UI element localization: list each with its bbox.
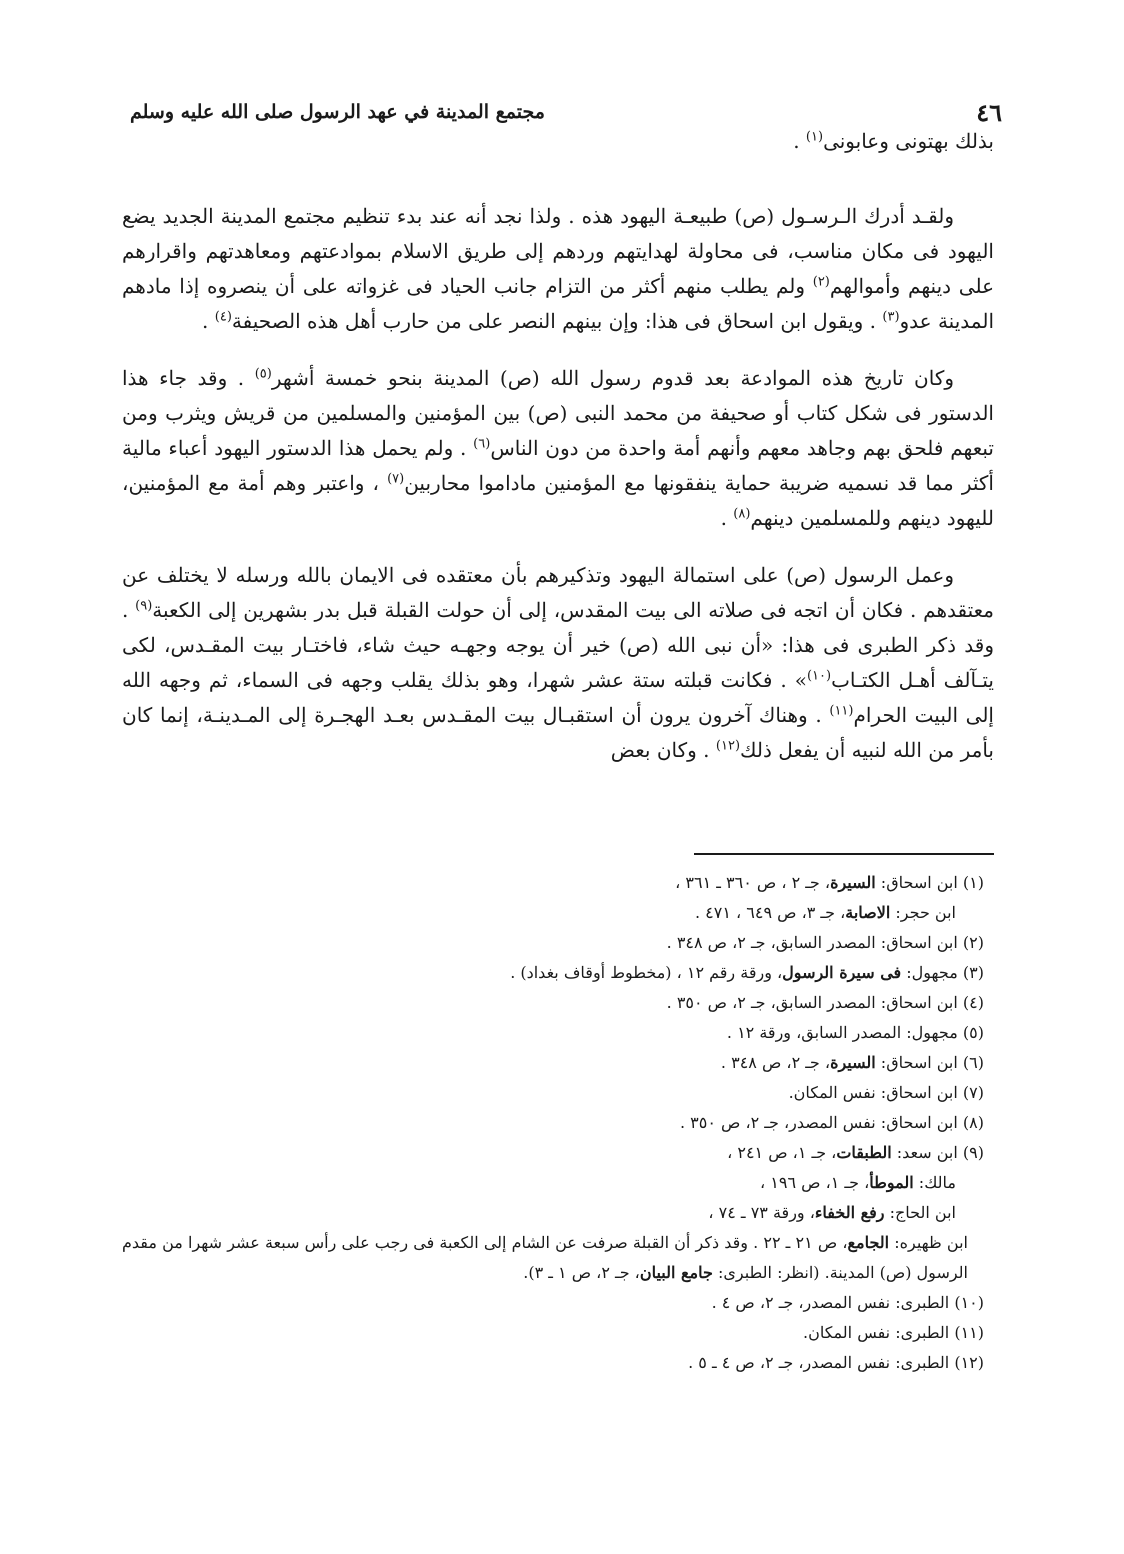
text-run: ولقـد أدرك الـرسـول (ص) طبيعـة اليهود هذه . ولذا نجد أنه عند بدء تنظيم مجتمع المدينة الجديد يضع اليهود فى مكان مناسب، فى محاولة لهدايتهم وردهم إلى طريق الاسلام بموادعتهم ومعاهدتهم واقرارهم على دينهم وأموالهم (122, 204, 995, 298)
text-run: . (793, 129, 806, 153)
text-run: . وقد جاء هذا الدستور فى شكل كتاب أو صحيفة من محمد النبى (ص) بين المؤمنين والمسلمين من قريش ويثرب ومن تبعهم فلحق بهم وجاهد معهم وأنهم أمة واحدة من دون الناس (122, 366, 994, 460)
fn-text: ، جـ ١، ص ٢٤١ ، (727, 1143, 837, 1162)
text-run: . (202, 309, 215, 333)
running-title: مجتمع المدينة في عهد الرسول صلى الله عليه وسلم (130, 101, 545, 123)
footnote-ref: (٥) (254, 366, 272, 382)
footnote-ref: (١) (805, 129, 824, 145)
fn-text: ، جـ ٣، ص ٦٤٩ ، ٤٧١ . (694, 903, 846, 922)
fn-text: ، ورقة رقم ١٢ ، (مخطوط أوقاف بغداد) . (510, 963, 783, 982)
fn-text: ابن ظهيره: (889, 1233, 969, 1252)
fn-source-title: السيرة (830, 873, 876, 892)
fn-source-title: رفع الخفاء (814, 1203, 885, 1222)
footnote-4: (٤) ابن اسحاق: المصدر السابق، جـ ٢، ص ٣٥٠ . (666, 993, 984, 1012)
paragraph-1 (122, 124, 994, 159)
fn-text: ابن حجر: (890, 903, 956, 922)
footnote-ref: (٣) (882, 309, 900, 325)
footnote-1 (122, 868, 984, 898)
footnote-11: (١١) الطبرى: نفس المكان. (802, 1323, 984, 1342)
fn-text: (٦) ابن اسحاق: (875, 1053, 984, 1072)
fn-source-title: فى سيرة الرسول (782, 963, 902, 982)
footnote-9-cont-3 (122, 1228, 996, 1288)
text-run: » . فكانت قبلته ستة عشر شهرا، وهو بذلك يقلب وجهه فى السماء، ثم وجهه الله إلى البيت الحرام (122, 668, 994, 727)
footnote-3 (122, 958, 984, 988)
text-run: ولم يطلب منهم أكثر من التزام جانب الحياد فى غزواته على أن ينصروه إذا مادهم المدينة عدو (122, 274, 994, 333)
text-run: . (720, 506, 734, 530)
fn-text: ، ص ٢١ ـ ٢٢ . وقد ذكر أن القبلة صرفت عن الشام إلى الكعبة فى رجب على رأس سبعة عشر شهرا من مقدم الرسول (ص) المدينة. (انظر: الطبرى: (122, 1233, 968, 1282)
fn-text: ، جـ ١، ص ١٩٦ ، (760, 1173, 870, 1192)
fn-source-title: الجامع (847, 1233, 890, 1252)
text-run: . ولم يحمل هذا الدستور اليهود أعباء مالية أكثر مما قد نسميه ضريبة حماية ينفقونها مع المؤمنين ماداموا محاربين (122, 436, 994, 495)
page-number: ٤٦ (976, 97, 1002, 127)
footnote-9 (122, 1138, 984, 1168)
text-run: . وقد ذكر الطبرى فى هذا: «أن نبى الله (ص) خير أن يوجه وجهـه حيث شاء، فاختـار بيت المقـدس، لكى يتـآلف أهـل الكتـاب (122, 598, 994, 692)
text-run: . وكان بعض (610, 738, 716, 762)
fn-text: ، ورقة ٧٣ ـ ٧٤ ، (708, 1203, 815, 1222)
footnote-ref: (١١) (829, 703, 854, 719)
footnote-ref: (٨) (733, 506, 751, 522)
fn-text: ، جـ ٢، ص ٣٤٨ . (720, 1053, 831, 1072)
footnote-9-cont-1 (122, 1168, 984, 1198)
text-run: بذلك بهتونى وعابونى (823, 129, 994, 153)
paragraph-4 (122, 558, 994, 768)
footnote-9-cont-2 (122, 1198, 984, 1228)
paragraph-3 (122, 361, 994, 536)
fn-text: ، جـ ٢ ، ص ٣٦٠ ـ ٣٦١ ، (675, 873, 831, 892)
text-run: ، واعتبر وهم أمة مع المؤمنين، لليهود دينهم وللمسلمين دينهم (122, 471, 994, 530)
fn-text: (٣) مجهول: (901, 963, 984, 982)
fn-source-title: السيرة (830, 1053, 876, 1072)
footnotes (122, 868, 984, 1378)
fn-text: مالك: (913, 1173, 956, 1192)
footnote-ref: (٤) (214, 309, 232, 325)
footnote-ref: (١٢) (715, 738, 741, 754)
main-text (122, 124, 994, 790)
paragraph-2 (122, 199, 994, 339)
footnote-6 (122, 1048, 984, 1078)
footnote-ref: (٦) (473, 436, 491, 452)
footnote-2: (٢) ابن اسحاق: المصدر السابق، جـ ٢، ص ٣٤٨ . (666, 933, 984, 952)
footnote-5: (٥) مجهول: المصدر السابق، ورقة ١٢ . (726, 1023, 984, 1042)
fn-text: (٩) ابن سعد: (891, 1143, 984, 1162)
fn-source-title: الموطأ (869, 1173, 914, 1192)
footnote-ref: (٧) (387, 471, 405, 487)
footnote-ref: (٩) (135, 598, 153, 614)
fn-source-title: جامع البيان (639, 1263, 713, 1282)
fn-source-title: الطبقات (836, 1143, 892, 1162)
fn-text: (١) ابن اسحاق: (875, 873, 984, 892)
text-run: وكان تاريخ هذه الموادعة بعد قدوم رسول الله (ص) المدينة بنحو خمسة أشهر (271, 366, 955, 390)
text-run: . ويقول ابن اسحاق فى هذا: وإن بينهم النصر على من حارب أهل هذه الصحيفة (231, 309, 883, 333)
text-run: . وهناك آخرون يرون أن استقبـال بيت المقـدس بعـد الهجـرة إلى المـدينـة، إنما كان بأمر من الله لنبيه أن يفعل ذلك (122, 703, 994, 762)
footnote-7: (٧) ابن اسحاق: نفس المكان. (788, 1083, 984, 1102)
fn-source-title: الاصابة (845, 903, 891, 922)
footnote-ref: (١٠) (806, 668, 832, 684)
footnote-10: (١٠) الطبرى: نفس المصدر، جـ ٢، ص ٤ . (711, 1293, 984, 1312)
footnote-separator (694, 853, 994, 855)
footnote-8: (٨) ابن اسحاق: نفس المصدر، جـ ٢، ص ٣٥٠ . (679, 1113, 984, 1132)
text-run: وعمل الرسول (ص) على استمالة اليهود وتذكيرهم بأن معتقده فى الايمان بالله ورسله لا يختلف عن معتقدهم . فكان أن اتجه فى صلاته الى بيت المقدس، إلى أن حولت القبلة قبل بدر بشهرين إلى الكعبة (122, 563, 995, 622)
fn-text: ابن الحاج: (884, 1203, 956, 1222)
footnote-12: (١٢) الطبرى: نفس المصدر، جـ ٢، ص ٤ ـ ٥ . (688, 1353, 984, 1372)
fn-text: ، جـ ٢، ص ١ ـ ٣). (523, 1263, 640, 1282)
footnote-1-cont (122, 898, 984, 928)
footnote-ref: (٢) (812, 274, 830, 290)
